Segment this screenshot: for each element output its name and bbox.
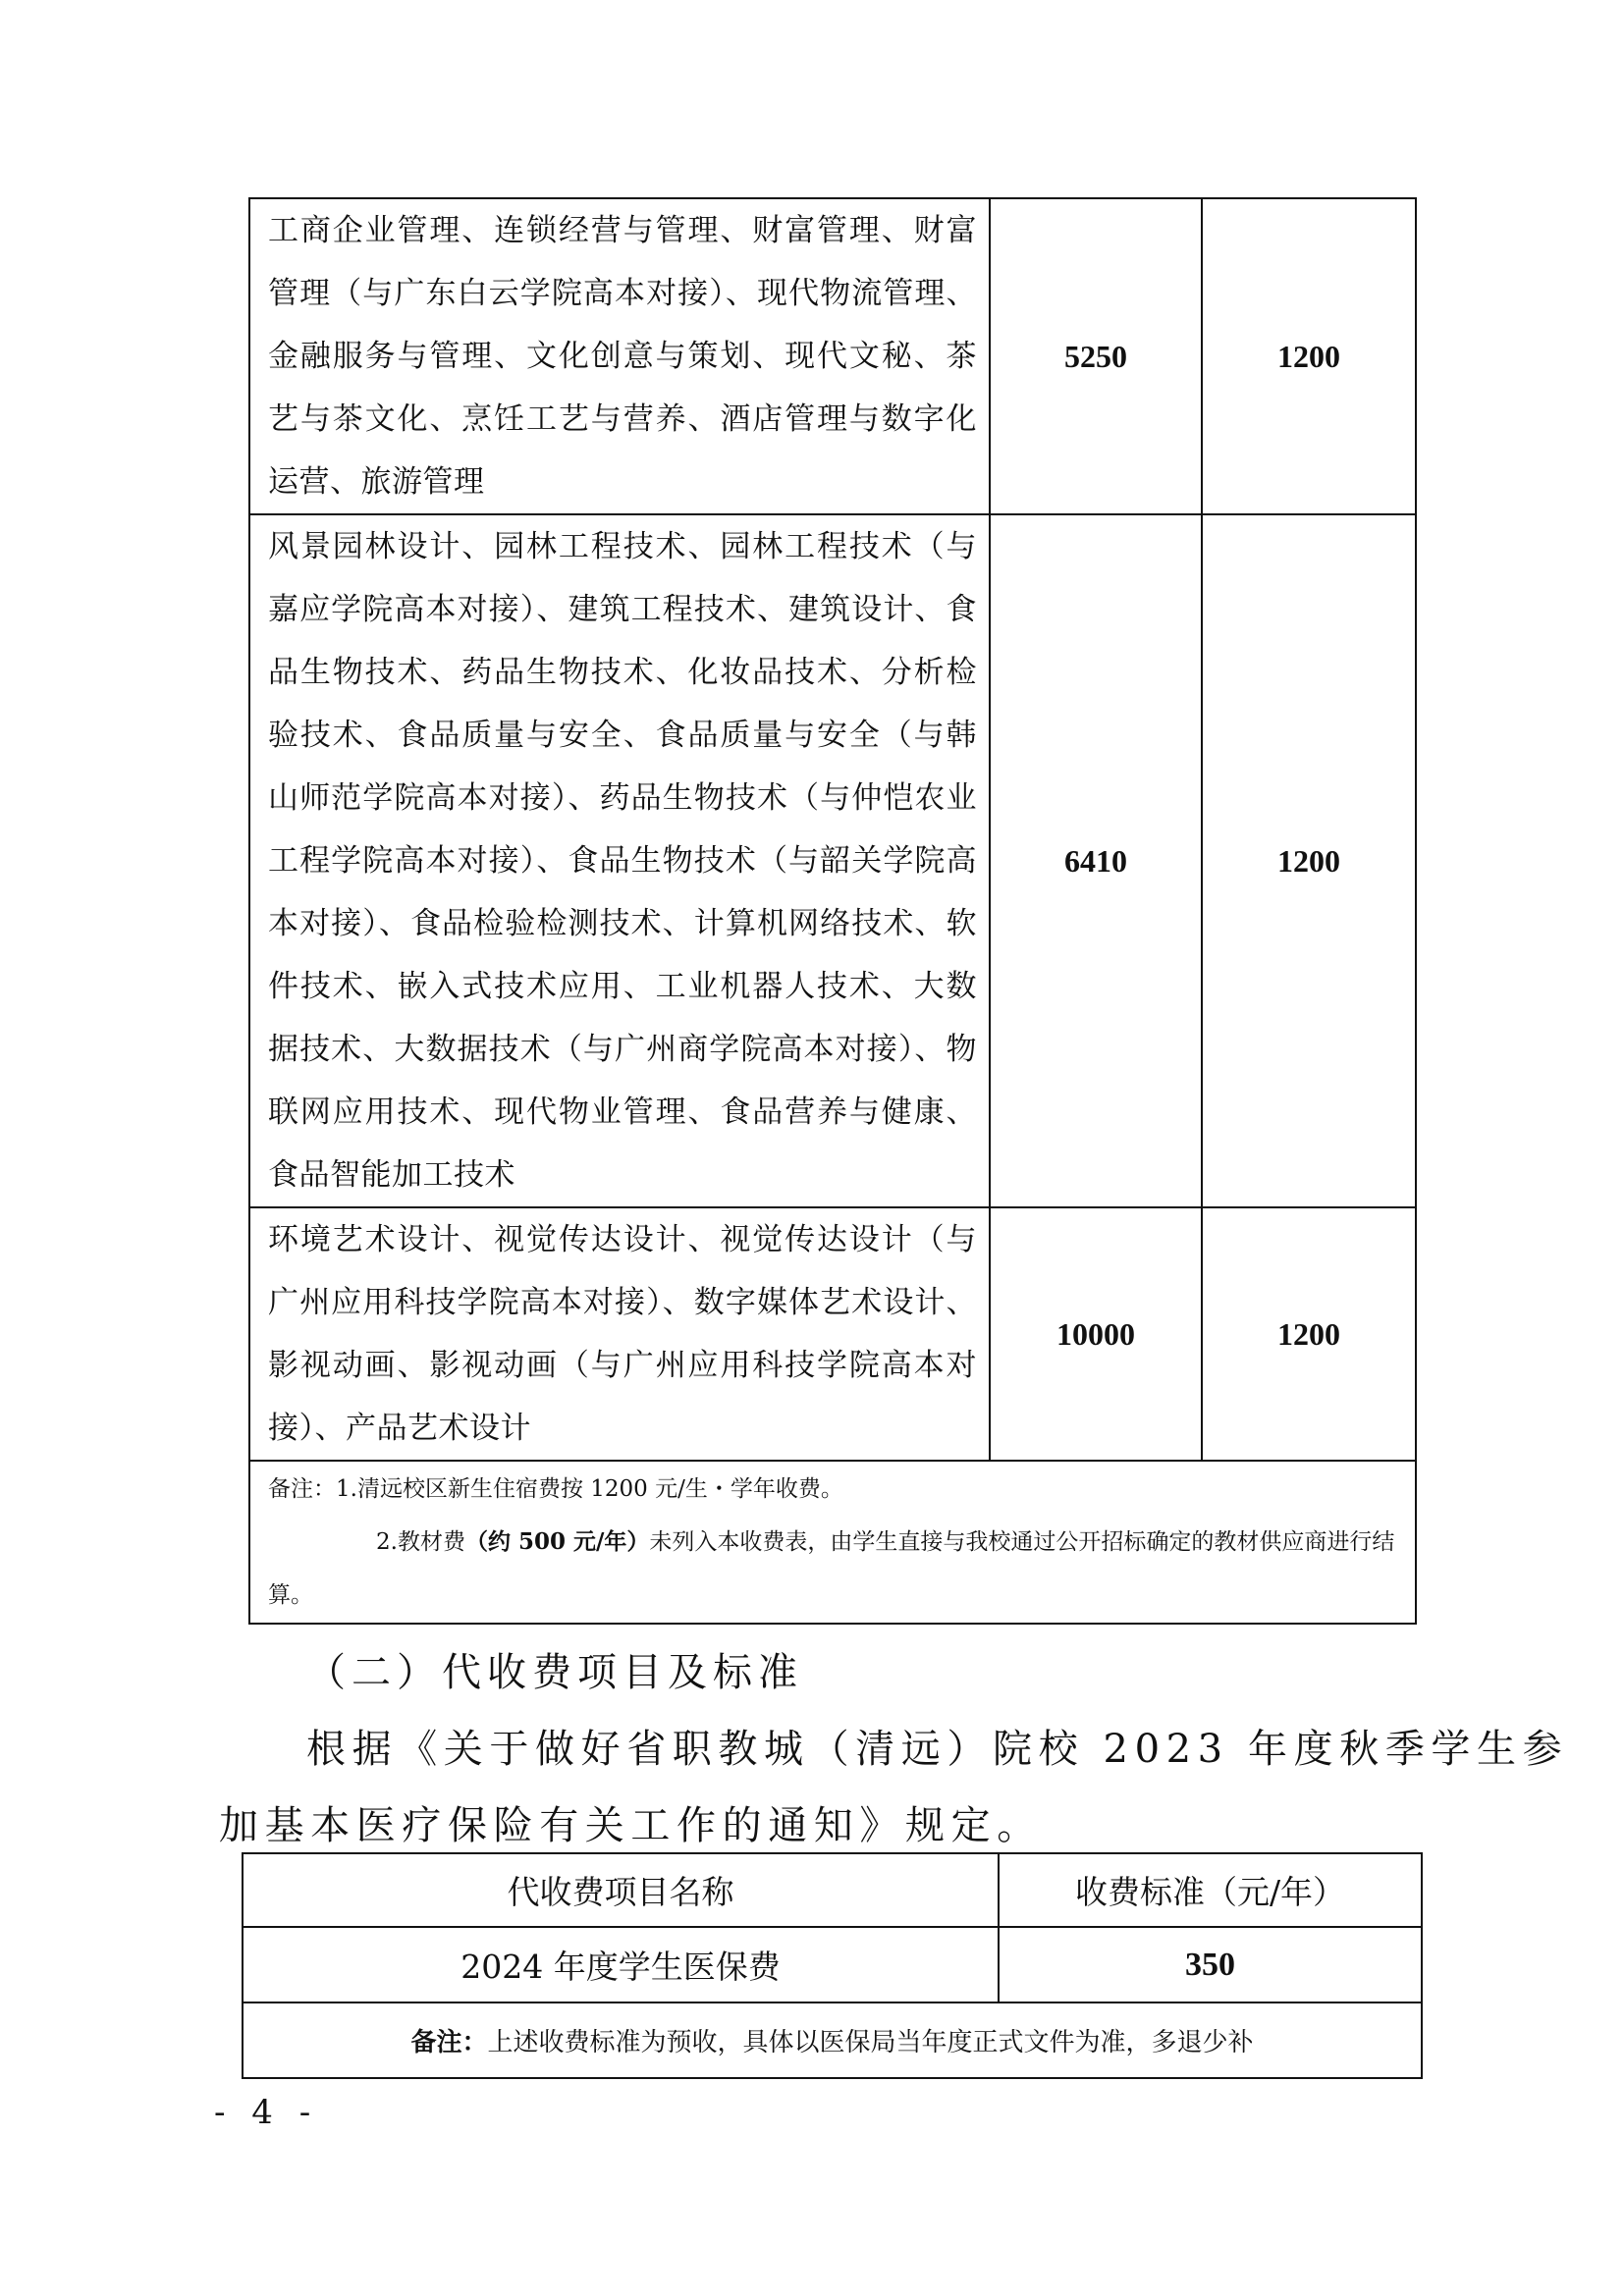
item-standard-cell: 350 (999, 1927, 1422, 2002)
tuition-cell: 5250 (990, 198, 1202, 514)
accommodation-cell: 1200 (1202, 198, 1416, 514)
fee-table-note-row (249, 1461, 1416, 1624)
fee-table-row (249, 198, 1416, 514)
paragraph-line-1: 根据《关于做好省职教城（清远）院校 2023 年度秋季学生参 (306, 1727, 1569, 1772)
note-text: 上述收费标准为预收，具体以医保局当年度正式文件为准，多退少补 (487, 2028, 1254, 2057)
fee-table (248, 197, 1417, 1625)
note-line-2-bold: （约 500 元/年） (464, 1528, 650, 1555)
collection-table-note-row (243, 2002, 1422, 2078)
note-line-2 (268, 1516, 1401, 1622)
tuition-cell: 10000 (990, 1207, 1202, 1461)
collection-fee-table (242, 1852, 1423, 2079)
note-line-1: 备注：1.清远校区新生住宿费按 1200 元/生・学年收费。 (268, 1476, 843, 1502)
majors-cell: 风景园林设计、园林工程技术、园林工程技术（与嘉应学院高本对接）、建筑工程技术、建筑设计、食品生物技术、药品生物技术、化妆品技术、分析检验技术、食品质量与安全、食品质量与安全（与韩山师范学院高本对接）、药品生物技术（与仲恺农业工程学院高本对接）、食品生物技术（与韶关学院高本对接）、食品检验检测技术、计算机网络技术、软件技术、嵌入式技术应用、工业机器人技术、大数据技术、大数据技术（与广州商学院高本对接）、物联网应用技术、现代物业管理、食品营养与健康、食品智能加工技术 (249, 514, 990, 1207)
majors-cell: 环境艺术设计、视觉传达设计、视觉传达设计（与广州应用科技学院高本对接）、数字媒体艺术设计、影视动画、影视动画（与广州应用科技学院高本对接）、产品艺术设计 (249, 1207, 990, 1461)
tuition-cell: 6410 (990, 514, 1202, 1207)
accommodation-cell: 1200 (1202, 1207, 1416, 1461)
note-label: 备注： (410, 2028, 488, 2057)
accommodation-cell: 1200 (1202, 514, 1416, 1207)
page-number: - 4 - (214, 2093, 319, 2132)
section-heading: （二）代收费项目及标准 (306, 1650, 803, 1695)
item-name-cell: 2024 年度学生医保费 (243, 1927, 999, 2002)
header-standard: 收费标准（元/年） (999, 1853, 1422, 1927)
note-line-2-suffix: 未列入本收费表，由学生直接与我校通过公开招标确定的教材供应商进行结算。 (268, 1529, 1395, 1608)
collection-table-note (243, 2002, 1422, 2078)
fee-table-note (249, 1461, 1416, 1624)
collection-table-header (243, 1853, 1422, 1927)
paragraph-line-2: 加基本医疗保险有关工作的通知》规定。 (219, 1803, 1043, 1848)
fee-table-row (249, 514, 1416, 1207)
majors-cell: 工商企业管理、连锁经营与管理、财富管理、财富管理（与广东白云学院高本对接）、现代物流管理、金融服务与管理、文化创意与策划、现代文秘、茶艺与茶文化、烹饪工艺与营养、酒店管理与数字化运营、旅游管理 (249, 198, 990, 514)
fee-table-row (249, 1207, 1416, 1461)
note-line-2-prefix: 2.教材费 (376, 1529, 465, 1555)
header-item-name: 代收费项目名称 (243, 1853, 999, 1927)
collection-table-row (243, 1927, 1422, 2002)
